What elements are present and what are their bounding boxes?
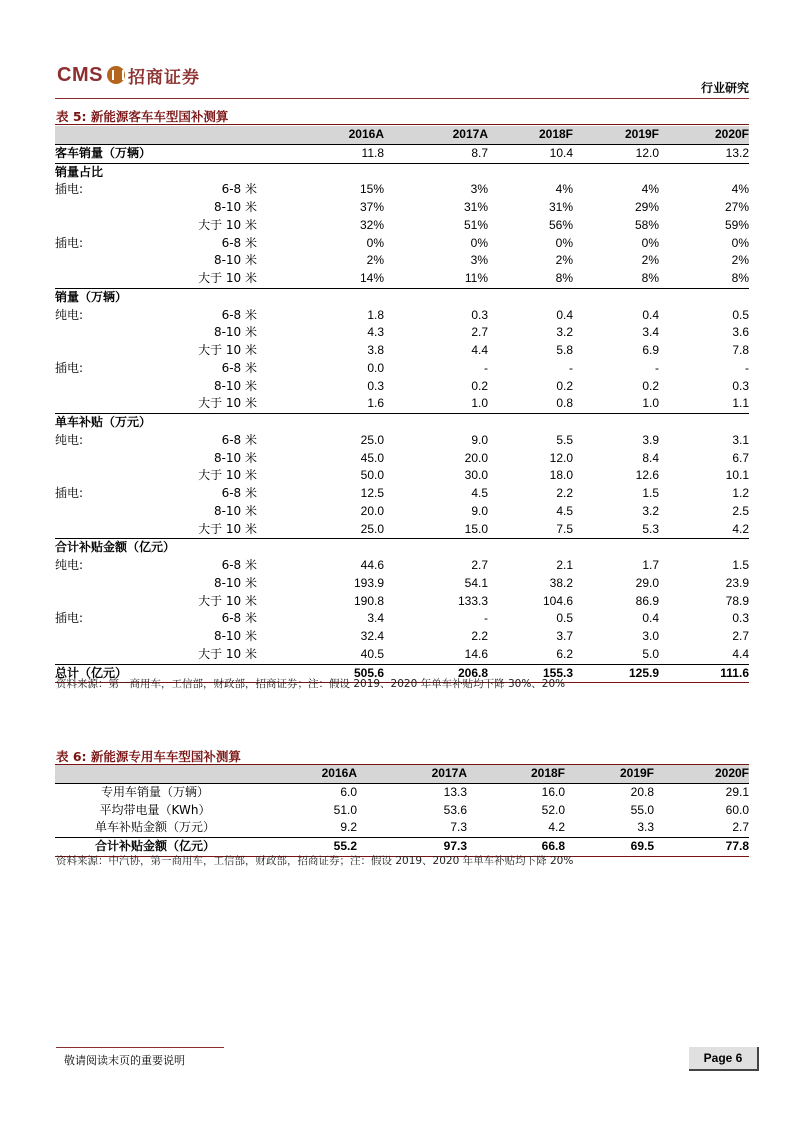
year-header: 2016A [257,126,384,144]
group-label-empty [55,324,175,342]
footer-disclaimer: 敬请阅读末页的重要说明 [64,1054,185,1067]
data-value: 12.5 [360,486,384,500]
data-value: 4% [731,182,749,197]
data-value: 1.5 [642,486,659,500]
data-value: 29.0 [635,575,659,590]
size-label: 8-10 米 [213,450,257,465]
sales-label: 客车销量（万辆） [55,144,257,163]
year-header: 2017A [384,126,488,144]
data-value: 8% [659,270,749,288]
empty-cell [659,414,749,432]
data-value: 52.0 [541,802,565,817]
data-value: 0.2 [642,378,659,393]
data-row [55,235,749,253]
data-value: 0.0 [367,360,384,375]
data-value: 29.1 [654,783,749,801]
data-value: - [569,360,573,375]
group-label: 插电: [55,486,84,500]
group-label: 插电: [55,182,84,197]
total-value: 66.8 [467,838,565,857]
data-value: 60.0 [725,802,749,817]
data-row [55,783,749,801]
data-value: 51% [463,217,488,232]
data-value: 31% [463,200,488,214]
empty-cell [257,414,384,432]
data-value: 1.5 [732,558,749,572]
size-label: 大于 10 米 [198,468,257,483]
section-title: 合计补贴金额（亿元） [55,540,176,555]
data-value: 2% [731,253,749,268]
data-value: 11% [384,270,488,288]
data-value: 40.5 [360,646,384,661]
group-label-empty [55,646,175,664]
data-value: 14% [257,270,384,288]
data-value: 3.4 [367,611,384,626]
total-label: 合计补贴金额（亿元） [55,838,255,857]
logo-text: CMS [57,63,103,86]
total-value: 77.8 [654,838,749,857]
empty-cell [573,539,659,557]
data-row [55,521,749,539]
empty-cell [488,288,573,306]
size-label: 6-8 米 [221,486,257,500]
section-label: 行业研究 [700,81,749,95]
data-value: 193.9 [353,575,384,590]
data-value: 55.0 [630,802,654,817]
data-value: 6.9 [642,343,659,357]
group-label-empty [55,521,175,539]
data-value: 7.5 [488,521,573,539]
data-value: 3.2 [642,503,659,518]
data-value: - [484,360,488,375]
data-value: 86.9 [635,593,659,608]
data-value: 3.2 [556,325,573,340]
data-value: 0.4 [556,307,573,322]
table6 [55,765,749,857]
data-value: 0.5 [732,307,749,322]
data-value: 2.2 [471,629,488,643]
year-header: 2016A [255,765,357,783]
data-value: 50.0 [360,468,384,483]
empty-cell [488,414,573,432]
empty-cell [659,288,749,306]
data-row [55,199,749,217]
data-value: 3.9 [642,432,659,447]
data-row [55,646,749,664]
data-value: 1.2 [732,486,749,500]
data-value: 0.4 [642,307,659,322]
data-value: 20.0 [464,450,488,465]
size-label: 大于 10 米 [175,270,257,288]
data-value: 32% [359,217,384,232]
data-value: 15.0 [384,521,488,539]
data-value: 0% [641,235,659,250]
year-header: 2018F [467,765,565,783]
data-row [55,324,749,342]
logo-seal-icon [107,66,125,84]
data-value: 2.5 [732,503,749,518]
footer-divider [56,1047,224,1048]
size-label: 8-10 米 [213,378,257,393]
size-label: 大于 10 米 [175,395,257,413]
data-value: 2.1 [556,558,573,572]
data-value: 15% [359,182,384,197]
sales-value: 8.7 [384,144,488,163]
data-value: 38.2 [549,575,573,590]
data-value: 0.3 [732,611,749,626]
size-label: 6-8 米 [221,307,257,322]
data-value: 2.7 [471,558,488,572]
data-value: 0% [555,235,573,250]
data-value: 6.0 [255,783,357,801]
empty-cell [659,163,749,181]
data-value: 13.3 [357,783,467,801]
data-value: 0.2 [556,378,573,393]
data-value: 25.0 [257,521,384,539]
data-value: 0.4 [642,611,659,626]
size-label: 8-10 米 [213,503,257,518]
data-value: 3% [470,253,488,268]
data-value: 1.0 [384,395,488,413]
data-row [55,628,749,646]
data-value: 1.0 [573,395,659,413]
data-value: 53.6 [443,802,467,817]
size-label: 8-10 米 [213,253,257,268]
section-title: 单车补贴（万元） [55,415,152,429]
group-label-empty [55,395,175,413]
page-number: Page 6 [689,1047,759,1071]
data-row [55,557,749,575]
row-label: 单车补贴金额（万元） [94,820,215,835]
total-value: 97.3 [357,838,467,857]
group-label-empty [55,252,175,270]
table5-source-note: 资料来源：第一商用车，工信部，财政部，招商证券；注：假设 2019、2020 年单车补贴均下降 30%、20% [56,678,566,690]
data-value: 32.4 [360,629,384,643]
sales-value: 13.2 [659,144,749,163]
data-value: 8% [573,270,659,288]
data-value: 8.4 [642,450,659,465]
data-value: 3.6 [732,325,749,340]
table6-source-note: 资料来源：中汽协，第一商用车，工信部，财政部，招商证券；注：假设 2019、2020 年单车补贴均下降 20% [56,855,574,867]
group-label-empty [55,378,175,396]
total-value: 206.8 [384,664,488,683]
group-label-empty [55,199,175,217]
total-value: 125.9 [573,664,659,683]
data-value: 3.1 [732,432,749,447]
data-row [55,467,749,485]
group-label: 纯电: [55,558,84,572]
data-row [55,395,749,413]
data-value: 3.4 [642,325,659,340]
total-label: 总计（亿元） [55,664,257,683]
data-value: 1.6 [257,395,384,413]
group-label-empty [55,467,175,485]
section-header-row [55,163,749,181]
group-label-empty [55,217,175,235]
data-value: 4.2 [659,521,749,539]
data-value: 3% [470,182,488,197]
data-value: 4% [555,182,573,197]
data-value: 12.6 [635,468,659,483]
row-label: 平均带电量（KWh） [99,802,211,817]
data-row [55,360,749,378]
data-value: 4.4 [732,646,749,661]
year-header: 2020F [659,126,749,144]
data-value: 6.7 [732,450,749,465]
data-value: 29% [634,200,659,214]
data-row [55,485,749,503]
year-header: 2019F [573,126,659,144]
data-row [55,610,749,628]
size-label: 8-10 米 [213,629,257,643]
year-header: 2020F [654,765,749,783]
data-row [55,432,749,450]
section-title: 销量（万辆） [55,289,128,304]
empty-cell [659,539,749,557]
data-value: 2.7 [471,325,488,340]
header-blank [55,126,175,144]
data-value: 5.5 [556,432,573,447]
group-label-empty [55,503,175,521]
empty-cell [488,539,573,557]
data-value: 2% [366,253,384,268]
data-row [55,181,749,199]
data-value: 190.8 [353,593,384,608]
data-value: 14.6 [464,646,488,661]
table6-title: 表 6: 新能源专用车车型国补测算 [56,749,241,764]
group-label: 纯电: [55,307,84,322]
data-value: 0% [470,235,488,250]
section-header-row [55,288,749,306]
table5 [55,126,749,683]
data-value: 12.0 [549,450,573,465]
empty-cell [573,288,659,306]
total-value: 69.5 [565,838,654,857]
data-value: 2.7 [732,629,749,643]
empty-cell [384,539,488,557]
size-label: 大于 10 米 [198,343,257,357]
data-value: 1.7 [642,558,659,572]
section-header-row [55,414,749,432]
empty-cell [573,163,659,181]
year-header: 2018F [488,126,573,144]
data-value: 7.3 [450,820,467,835]
group-label: 纯电: [55,432,84,447]
total-value: 111.6 [659,664,749,683]
data-value: 27% [724,200,749,214]
data-value: 0% [366,235,384,250]
table5-title-rule [55,124,749,125]
group-label-empty [55,270,175,288]
size-label: 大于 10 米 [198,217,257,232]
data-value: - [484,611,488,626]
section-title: 销量占比 [55,164,104,179]
data-row [55,593,749,611]
company-logo [57,62,200,88]
empty-cell [257,539,384,557]
table-header-row [55,126,749,144]
data-value: 4.4 [471,343,488,357]
group-label: 插电: [55,360,84,375]
size-label: 6-8 米 [221,360,257,375]
sales-row [55,144,749,163]
data-value: 0.3 [471,307,488,322]
group-label-empty [55,593,175,611]
data-row [55,217,749,235]
data-value: 51.0 [333,802,357,817]
data-value: 23.9 [725,575,749,590]
data-value: 5.3 [573,521,659,539]
data-value: 4.5 [556,503,573,518]
total-value: 55.2 [255,838,357,857]
data-value: 8% [488,270,573,288]
data-value: 44.6 [360,558,384,572]
data-row [55,270,749,288]
total-value: 505.6 [257,664,384,683]
size-label: 6-8 米 [221,235,257,250]
group-label-empty [55,575,175,593]
data-value: 9.0 [471,432,488,447]
data-value: 4.2 [548,820,565,835]
size-label: 大于 10 米 [175,521,257,539]
data-value: 56% [548,217,573,232]
data-value: 78.9 [725,593,749,608]
empty-cell [257,163,384,181]
data-value: 16.0 [467,783,565,801]
data-row [55,575,749,593]
data-value: 2% [555,253,573,268]
data-row [55,450,749,468]
empty-cell [488,163,573,181]
data-value: 3.3 [637,820,654,835]
row-label: 专用车销量（万辆） [55,783,255,801]
data-value: 3.0 [642,629,659,643]
header-divider [55,98,749,99]
data-value: 54.1 [464,575,488,590]
data-row [55,503,749,521]
data-value: 18.0 [549,468,573,483]
group-label-empty [55,450,175,468]
empty-cell [573,414,659,432]
sales-value: 10.4 [488,144,573,163]
data-row [55,802,749,820]
empty-cell [384,288,488,306]
data-value: 9.0 [471,503,488,518]
data-value: 6.2 [556,646,573,661]
empty-cell [257,288,384,306]
data-value: 133.3 [457,593,488,608]
data-value: 0.2 [471,378,488,393]
size-label: 8-10 米 [213,575,257,590]
sales-value: 12.0 [573,144,659,163]
data-value: 2% [641,253,659,268]
size-label: 大于 10 米 [198,593,257,608]
data-value: 20.8 [565,783,654,801]
data-row [55,252,749,270]
data-value: 0.8 [488,395,573,413]
data-value: 0.3 [732,378,749,393]
data-value: 7.8 [732,343,749,357]
size-label: 大于 10 米 [198,646,257,661]
data-value: 4.3 [367,325,384,340]
data-value: 0% [731,235,749,250]
data-value: 59% [724,217,749,232]
data-row [55,342,749,360]
data-value: 4% [641,182,659,197]
table5-title: 表 5: 新能源客车车型国补测算 [56,109,229,124]
data-value: - [655,360,659,375]
size-label: 8-10 米 [213,200,257,214]
size-label: 8-10 米 [213,325,257,340]
data-value: 3.7 [556,629,573,643]
year-header: 2017A [357,765,467,783]
data-value: 30.0 [464,468,488,483]
sales-value: 11.8 [257,144,384,163]
section-header-row [55,539,749,557]
empty-cell [384,163,488,181]
group-label-empty [55,342,175,360]
group-label: 插电: [55,611,84,626]
data-value: 25.0 [360,432,384,447]
data-row [55,819,749,837]
data-value: 1.1 [659,395,749,413]
total-value: 155.3 [488,664,573,683]
data-value: 104.6 [542,593,573,608]
size-label: 6-8 米 [221,182,257,197]
data-value: 1.8 [367,307,384,322]
group-label-empty [55,628,175,646]
data-value: 0.3 [367,378,384,393]
size-label: 6-8 米 [221,611,257,626]
data-row [55,307,749,325]
data-value: 5.8 [556,343,573,357]
group-label: 插电: [55,235,84,250]
data-value: 5.0 [642,646,659,661]
header-blank [55,765,255,783]
data-value: 10.1 [725,468,749,483]
data-value: - [745,360,749,375]
data-value: 58% [634,217,659,232]
size-label: 6-8 米 [221,432,257,447]
size-label: 6-8 米 [221,558,257,572]
data-value: 9.2 [340,820,357,835]
data-value: 37% [359,200,384,214]
data-value: 3.8 [367,343,384,357]
data-value: 2.2 [556,486,573,500]
data-value: 45.0 [360,450,384,465]
table-header-row [55,765,749,783]
data-value: 31% [548,200,573,214]
data-row [55,378,749,396]
logo-chinese-name: 招商证券 [127,67,200,88]
year-header: 2019F [565,765,654,783]
data-value: 2.7 [732,820,749,835]
data-value: 20.0 [360,503,384,518]
data-value: 4.5 [471,486,488,500]
header-blank [175,126,257,144]
empty-cell [384,414,488,432]
data-value: 0.5 [556,611,573,626]
